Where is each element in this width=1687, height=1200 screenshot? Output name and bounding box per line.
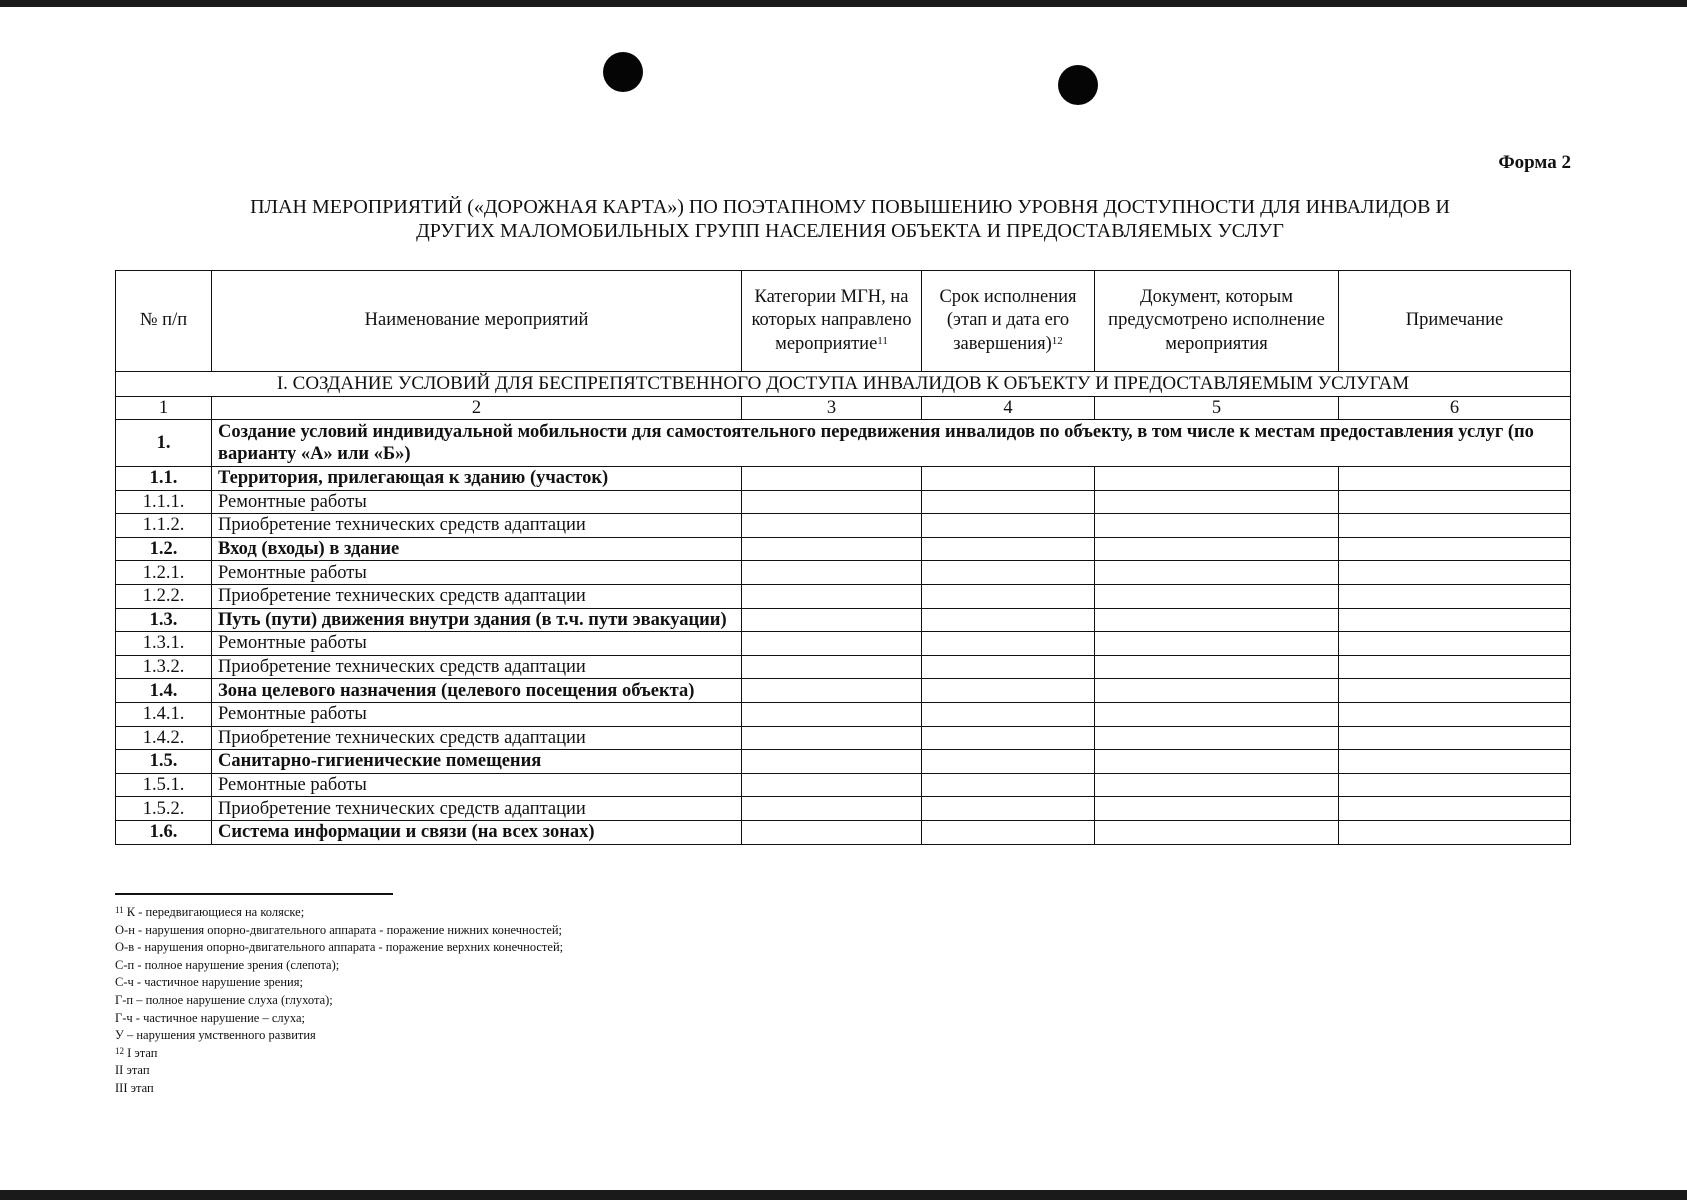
cell-note: [1339, 773, 1571, 797]
row-name: Создание условий индивидуальной мобильности для самостоятельного передвижения инвалидов по объекту, в том числе к местам предоставления услуг (по варианту «А» или «Б»): [212, 420, 1571, 467]
document-title-line: ДРУГИХ МАЛОМОБИЛЬНЫХ ГРУПП НАСЕЛЕНИЯ ОБЪЕКТА И ПРЕДОСТАВЛЯЕМЫХ УСЛУГ: [416, 220, 1284, 242]
footnote-line: [115, 922, 563, 940]
row-name: Территория, прилегающая к зданию (участок): [212, 467, 742, 491]
cell-category: [742, 750, 922, 774]
section-title: I. СОЗДАНИЕ УСЛОВИЙ ДЛЯ БЕСПРЕПЯТСТВЕННОГО ДОСТУПА ИНВАЛИДОВ К ОБЪЕКТУ И ПРЕДОСТАВЛЯЕМЫМ УСЛУГАМ: [116, 372, 1571, 397]
column-number: 3: [742, 397, 922, 420]
cell-document: [1095, 514, 1339, 538]
cell-note: [1339, 537, 1571, 561]
footnote-text: К - передвигающиеся на коляске;: [123, 905, 305, 919]
cell-category: [742, 608, 922, 632]
row-number: 1.1.1.: [116, 490, 212, 514]
footnote-divider: [115, 893, 393, 895]
cell-document: [1095, 584, 1339, 608]
table-row: [116, 773, 1571, 797]
footnote-line: [115, 1045, 563, 1063]
footnote-text: С-ч - частичное нарушение зрения;: [115, 975, 303, 990]
cell-deadline: [922, 608, 1095, 632]
cell-category: [742, 655, 922, 679]
table-row: [116, 632, 1571, 656]
cell-deadline: [922, 797, 1095, 821]
row-name: Ремонтные работы: [212, 702, 742, 726]
header-note: Примечание: [1339, 271, 1571, 372]
column-number: 1: [116, 397, 212, 420]
cell-deadline: [922, 820, 1095, 844]
cell-deadline: [922, 773, 1095, 797]
cell-note: [1339, 561, 1571, 585]
cell-category: [742, 561, 922, 585]
cell-document: [1095, 490, 1339, 514]
cell-note: [1339, 750, 1571, 774]
table-row: [116, 702, 1571, 726]
cell-category: [742, 820, 922, 844]
cell-note: [1339, 467, 1571, 491]
footnote-line: [115, 939, 563, 957]
row-number: 1.4.2.: [116, 726, 212, 750]
footnote-line: [115, 992, 563, 1010]
row-name: Зона целевого назначения (целевого посещения объекта): [212, 679, 742, 703]
cell-deadline: [922, 490, 1095, 514]
row-number: 1.2.: [116, 537, 212, 561]
cell-document: [1095, 608, 1339, 632]
table-row: [116, 584, 1571, 608]
footnote-line: [115, 957, 563, 975]
row-name: Приобретение технических средств адаптации: [212, 726, 742, 750]
cell-deadline: [922, 561, 1095, 585]
row-name: Ремонтные работы: [212, 561, 742, 585]
cell-document: [1095, 820, 1339, 844]
cell-category: [742, 679, 922, 703]
footnote-text: I этап: [124, 1045, 158, 1060]
footnote-text: II этап: [115, 1063, 150, 1078]
table-row: [116, 750, 1571, 774]
cell-document: [1095, 679, 1339, 703]
cell-category: [742, 773, 922, 797]
footnote-text: О-в - нарушения опорно-двигательного аппарата - поражение верхних конечностей;: [115, 940, 564, 955]
table-row: [116, 537, 1571, 561]
row-number: 1.1.2.: [116, 514, 212, 538]
cell-document: [1095, 702, 1339, 726]
row-number: 1.5.1.: [116, 773, 212, 797]
table-row: [116, 561, 1571, 585]
table-row: [116, 655, 1571, 679]
cell-document: [1095, 797, 1339, 821]
row-name: Система информации и связи (на всех зонах): [212, 820, 742, 844]
cell-deadline: [922, 632, 1095, 656]
footnote-text: С-п - полное нарушение зрения (слепота);: [115, 957, 340, 972]
cell-note: [1339, 584, 1571, 608]
footnote-marker: 12: [115, 1045, 124, 1056]
table-row: [116, 467, 1571, 491]
cell-category: [742, 490, 922, 514]
row-name: Ремонтные работы: [212, 773, 742, 797]
cell-document: [1095, 726, 1339, 750]
footnote-ref: 12: [1051, 334, 1063, 347]
table-row: [116, 490, 1571, 514]
cell-category: [742, 467, 922, 491]
cell-note: [1339, 655, 1571, 679]
row-number: 1.3.1.: [116, 632, 212, 656]
header-num: № п/п: [116, 271, 212, 372]
cell-note: [1339, 726, 1571, 750]
column-number: 6: [1339, 397, 1571, 420]
cell-category: [742, 726, 922, 750]
cell-note: [1339, 702, 1571, 726]
cell-deadline: [922, 655, 1095, 679]
footnote-ref: 11: [877, 334, 888, 347]
cell-deadline: [922, 467, 1095, 491]
header-name: Наименование мероприятий: [212, 271, 742, 372]
table-row: [116, 514, 1571, 538]
cell-deadline: [922, 584, 1095, 608]
row-number: 1.4.: [116, 679, 212, 703]
footnote-line: [115, 904, 563, 922]
cell-deadline: [922, 514, 1095, 538]
cell-deadline: [922, 702, 1095, 726]
cell-deadline: [922, 726, 1095, 750]
cell-note: [1339, 679, 1571, 703]
cell-category: [742, 537, 922, 561]
header-deadline: Срок исполнения (этап и дата его завершения)$^{12}$: [922, 271, 1095, 372]
row-number: 1.2.1.: [116, 561, 212, 585]
cell-note: [1339, 514, 1571, 538]
cell-document: [1095, 773, 1339, 797]
footnote-text: У – нарушения умственного развития: [115, 1028, 316, 1043]
row-number: 1.: [116, 420, 212, 467]
scan-top-edge: [0, 0, 1687, 7]
header-category: Категории МГН, на которых направлено мероприятие$^{11}$: [742, 271, 922, 372]
row-number: 1.4.1.: [116, 702, 212, 726]
row-number: 1.5.2.: [116, 797, 212, 821]
cell-note: [1339, 608, 1571, 632]
row-number: 1.5.: [116, 750, 212, 774]
cell-document: [1095, 632, 1339, 656]
row-name: Санитарно-гигиенические помещения: [212, 750, 742, 774]
cell-category: [742, 797, 922, 821]
row-name: Путь (пути) движения внутри здания (в т.ч. пути эвакуации): [212, 608, 742, 632]
section-title-row: [116, 372, 1571, 397]
table-row: [116, 420, 1571, 467]
cell-note: [1339, 490, 1571, 514]
row-number: 1.3.: [116, 608, 212, 632]
cell-note: [1339, 820, 1571, 844]
row-number: 1.3.2.: [116, 655, 212, 679]
footnote-text: О-н - нарушения опорно-двигательного аппарата - поражение нижних конечностей;: [115, 922, 563, 937]
roadmap-table: [115, 270, 1571, 845]
document-title-line: ПЛАН МЕРОПРИЯТИЙ («ДОРОЖНАЯ КАРТА») ПО ПОЭТАПНОМУ ПОВЫШЕНИЮ УРОВНЯ ДОСТУПНОСТИ ДЛЯ ИНВАЛИДОВ И: [250, 196, 1450, 218]
cell-category: [742, 702, 922, 726]
footnote-text: Г-ч - частичное нарушение – слуха;: [115, 1010, 305, 1025]
cell-document: [1095, 750, 1339, 774]
form-label: Форма 2: [1498, 152, 1571, 173]
cell-document: [1095, 467, 1339, 491]
cell-category: [742, 584, 922, 608]
footnote-line: [115, 974, 563, 992]
table-row: [116, 679, 1571, 703]
column-numbers-row: [116, 397, 1571, 420]
header-document: Документ, которым предусмотрено исполнение мероприятия: [1095, 271, 1339, 372]
footnote-line: [115, 1080, 563, 1098]
table-header-row: [116, 271, 1571, 372]
cell-deadline: [922, 537, 1095, 561]
footnote-line: [115, 1062, 563, 1080]
column-number: 2: [212, 397, 742, 420]
row-name: Ремонтные работы: [212, 632, 742, 656]
cell-document: [1095, 561, 1339, 585]
punch-hole: [1058, 65, 1098, 105]
table-row: [116, 797, 1571, 821]
cell-document: [1095, 537, 1339, 561]
row-name: Приобретение технических средств адаптации: [212, 584, 742, 608]
row-name: Ремонтные работы: [212, 490, 742, 514]
footnote-text: Г-п – полное нарушение слуха (глухота);: [115, 992, 333, 1007]
row-name: Приобретение технических средств адаптации: [212, 655, 742, 679]
cell-note: [1339, 632, 1571, 656]
row-number: 1.1.: [116, 467, 212, 491]
table-row: [116, 820, 1571, 844]
punch-hole: [603, 52, 643, 92]
cell-note: [1339, 797, 1571, 821]
cell-category: [742, 632, 922, 656]
footnote-line: [115, 1027, 563, 1045]
cell-deadline: [922, 679, 1095, 703]
footnote-text: III этап: [115, 1080, 154, 1095]
table-row: [116, 726, 1571, 750]
table-row: [116, 608, 1571, 632]
document-title: [150, 195, 1550, 243]
footnotes: [115, 904, 563, 1098]
row-number: 1.6.: [116, 820, 212, 844]
column-number: 5: [1095, 397, 1339, 420]
row-name: Приобретение технических средств адаптации: [212, 514, 742, 538]
scan-bottom-edge: [0, 1190, 1687, 1200]
row-name: Приобретение технических средств адаптации: [212, 797, 742, 821]
cell-deadline: [922, 750, 1095, 774]
row-number: 1.2.2.: [116, 584, 212, 608]
footnote-line: [115, 1010, 563, 1028]
row-name: Вход (входы) в здание: [212, 537, 742, 561]
cell-category: [742, 514, 922, 538]
footnote-marker: 11: [115, 905, 124, 915]
column-number: 4: [922, 397, 1095, 420]
cell-document: [1095, 655, 1339, 679]
